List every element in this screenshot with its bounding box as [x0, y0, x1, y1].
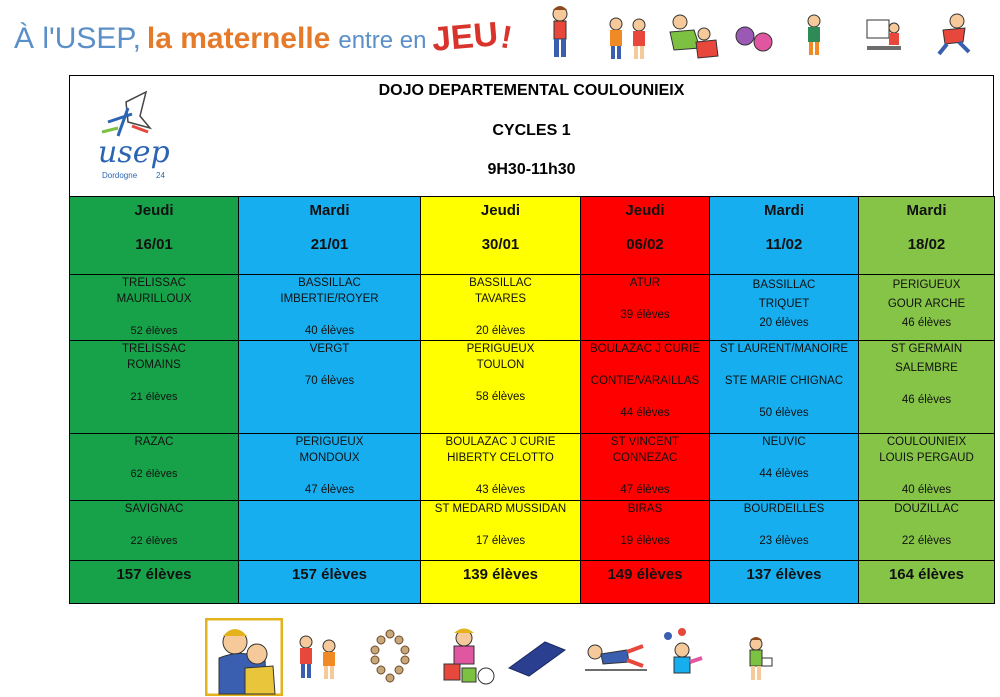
child-crawling-icon — [583, 640, 649, 676]
school-cell: BASSILLAC IMBERTIE/ROYER 40 élèves — [239, 275, 421, 341]
day-header-cell: Jeudi 06/02 — [581, 197, 710, 275]
child-blackboard-icon — [865, 16, 903, 54]
child-running-icon — [935, 12, 975, 58]
top-illustrations — [545, 4, 985, 64]
bead-necklace-icon — [365, 628, 415, 684]
banner-part2: la maternelle — [146, 22, 331, 55]
school-cell: BASSILLAC TAVARES 20 élèves — [421, 275, 581, 341]
school-cell: DOUZILLAC 22 élèves — [859, 501, 995, 561]
school-cell: COULOUNIEIX LOUIS PERGAUD 40 élèves — [859, 434, 995, 501]
banner-title — [14, 15, 515, 68]
day-header-cell: Mardi 18/02 — [859, 197, 995, 275]
total-cell: 164 élèves — [859, 561, 995, 604]
school-cell: BASSILLAC TRIQUET 20 élèves — [710, 275, 859, 341]
school-cell: BOULAZAC J CURIE CONTIE/VARAILLAS 44 élèves — [581, 341, 710, 434]
total-cell: 149 élèves — [581, 561, 710, 604]
schedule-header — [69, 75, 994, 197]
school-cell: RAZAC 62 élèves — [70, 434, 239, 501]
child-figure-icon — [545, 4, 575, 62]
banner-part4: JEU — [430, 15, 501, 59]
page-title: DOJO DEPARTEMENTAL COULOUNIEIX — [378, 82, 685, 99]
school-row — [70, 434, 995, 501]
children-hug-icon — [205, 618, 283, 696]
school-cell: ST VINCENT CONNEZAC 47 élèves — [581, 434, 710, 501]
cycle-label: CYCLES 1 — [492, 122, 571, 139]
total-cell: 157 élèves — [239, 561, 421, 604]
banner-part5: ! — [497, 18, 515, 56]
logo-num: 24 — [156, 171, 165, 180]
school-cell: BOURDEILLES 23 élèves — [710, 501, 859, 561]
schedule-sheet — [69, 75, 994, 609]
school-cell: TRELISSAC ROMAINS 21 élèves — [70, 341, 239, 434]
child-blocks-icon — [440, 626, 498, 688]
child-juggling-icon — [660, 628, 706, 682]
school-cell: ST LAURENT/MANOIRE STE MARIE CHIGNAC 50 élèves — [710, 341, 859, 434]
school-cell: PERIGUEUX TOULON 58 élèves — [421, 341, 581, 434]
children-playing-icon — [660, 12, 722, 60]
school-row — [70, 501, 995, 561]
school-row — [70, 341, 995, 434]
balls-icon — [735, 24, 775, 56]
total-cell: 139 élèves — [421, 561, 581, 604]
logo-sub: Dordogne — [102, 171, 138, 180]
day-header-cell: Mardi 21/01 — [239, 197, 421, 275]
school-cell: PERIGUEUX GOUR ARCHE 46 élèves — [859, 275, 995, 341]
school-row — [70, 275, 995, 341]
children-pair-icon — [293, 634, 343, 684]
child-standing-icon — [803, 14, 825, 58]
day-header-row — [70, 197, 995, 275]
school-cell — [239, 501, 421, 561]
school-cell: VERGT 70 élèves — [239, 341, 421, 434]
logo-text: usep — [98, 135, 170, 170]
banner-part1: À l'USEP, — [14, 22, 141, 55]
total-cell: 137 élèves — [710, 561, 859, 604]
time-slot: 9H30-11h30 — [487, 161, 576, 178]
school-cell: ST GERMAIN SALEMBRE 46 élèves — [859, 341, 995, 434]
day-header-cell: Mardi 11/02 — [710, 197, 859, 275]
school-cell: BIRAS 19 élèves — [581, 501, 710, 561]
day-header-cell: Jeudi 16/01 — [70, 197, 239, 275]
day-header-cell: Jeudi 30/01 — [421, 197, 581, 275]
schedule-table — [69, 196, 995, 604]
school-cell: ATUR 39 élèves — [581, 275, 710, 341]
banner-part3: entre en — [338, 27, 427, 54]
bottom-illustrations — [205, 616, 805, 697]
school-cell: ST MEDARD MUSSIDAN 17 élèves — [421, 501, 581, 561]
child-reading-icon — [740, 636, 776, 686]
school-cell: BOULAZAC J CURIE HIBERTY CELOTTO 43 élèves — [421, 434, 581, 501]
mat-icon — [505, 638, 569, 678]
school-cell: PERIGUEUX MONDOUX 47 élèves — [239, 434, 421, 501]
school-cell: TRELISSAC MAURILLOUX 52 élèves — [70, 275, 239, 341]
children-pair-icon — [603, 16, 653, 62]
school-cell: NEUVIC 44 élèves — [710, 434, 859, 501]
totals-row — [70, 561, 995, 604]
total-cell: 157 élèves — [70, 561, 239, 604]
school-cell: SAVIGNAC 22 élèves — [70, 501, 239, 561]
